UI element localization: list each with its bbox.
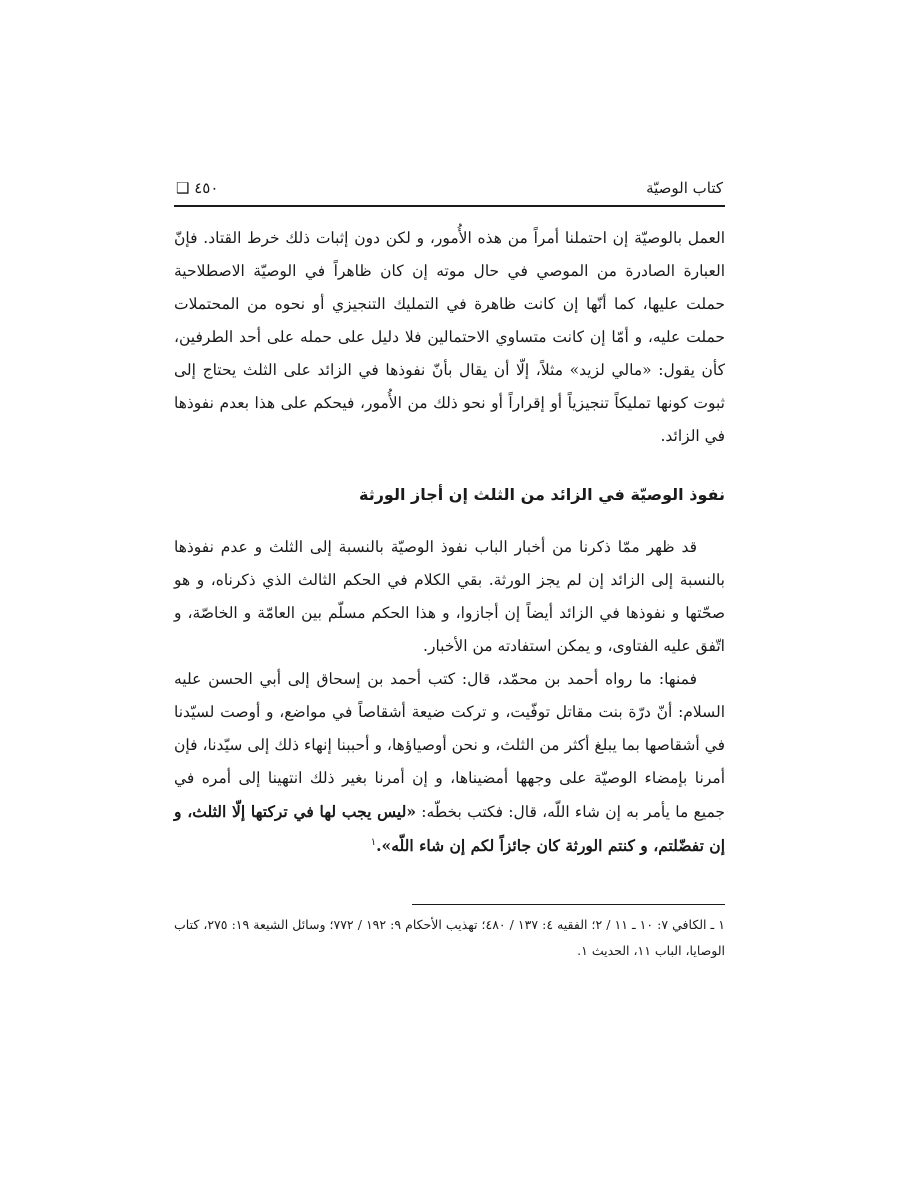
footnote: [174, 912, 725, 964]
paragraph-1: العمل بالوصيّة إن احتملنا أمراً من هذه الأُمور، و لكن دون إثبات ذلك خرط القتاد. فإنّ العبارة الصادرة من الموصي في حال موته إن كان ظاهراً في الوصيّة الاصطلاحية حملت عليها، كما أنّها إن كانت ظاهرة في التمليك التنجيزي أو نحوه من المحتملات حملت عليه، و أمّا إن كانت متساوي الاحتمالين فلا دليل على حمله على أحد الطرفين، كأن يقول: «مالي لزيد» مثلاً، إلّا أن يقال بأنّ نفوذها في الزائد على الثلث يحتاج إلى ثبوت كونها تمليكاً تنجيزياً أو إقراراً أو نحو ذلك من الأُمور، فيحكم على هذا بعدم نفوذها في الزائد.: [174, 229, 725, 445]
quoted-answer: «ليس يجب لها في تركتها إلّا الثلث، و إن تفضّلتم، و كنتم الورثة كان جائزاً لكم إن شاء اللّه».: [174, 802, 725, 855]
section-heading: نفوذ الوصيّة في الزائد من الثلث إن أجاز الورثة: [358, 485, 725, 504]
footnote-rule: [412, 904, 725, 905]
running-title: كتاب الوصيّة: [646, 179, 723, 197]
paragraph-2: قد ظهر ممّا ذكرنا من أخبار الباب نفوذ الوصيّة بالنسبة إلى الثلث و عدم نفوذها بالنسبة إلى الزائد إن لم يجز الورثة. بقي الكلام في الحكم الثالث الذي ذكرناه، و هو صحّتها و نفوذها في الزائد أيضاً إن أجازوا، و هذا الحكم مسلّم بين العامّة و الخاصّة، و اتّفق عليه الفتاوى، و يمكن استفادته من الأخبار.: [174, 538, 725, 655]
page-number: ❑ ٤٥٠: [176, 179, 219, 197]
footnote-marker: ١: [370, 836, 377, 848]
footnote-text: ١ ـ الكافي ٧: ١٠ ـ ١١ / ٢؛ الفقيه ٤: ١٣٧ / ٤٨٠؛ تهذيب الأحكام ٩: ١٩٢ / ٧٧٢؛ وسائل الشيعة ١٩: ٢٧٥، كتاب الوصايا، الباب ١١، الحديث ١.: [174, 917, 725, 958]
running-header: [176, 176, 723, 200]
header-rule: [174, 205, 725, 207]
narration-text: فمنها: ما رواه أحمد بن محمّد، قال: كتب أحمد بن إسحاق إلى أبي الحسن عليه السلام: أنّ درّة بنت مقاتل توفّيت، و تركت ضيعة أشقاصاً في مواضع، و أوصت لسيّدنا في أشقاصها بما يبلغ أكثر من الثلث، و نحن أوصياؤها، و أحببنا إنهاء ذلك إلى سيّدنا، فإن أمرنا بإمضاء الوصيّة على وجهها أمضيناها، و إن أمرنا بغير ذلك انتهينا إلى أمره في جميع ما يأمر به إن شاء اللّه، قال: فكتب بخطّه:: [174, 670, 725, 821]
main-text: [174, 222, 725, 863]
paragraph-3: [174, 663, 725, 863]
